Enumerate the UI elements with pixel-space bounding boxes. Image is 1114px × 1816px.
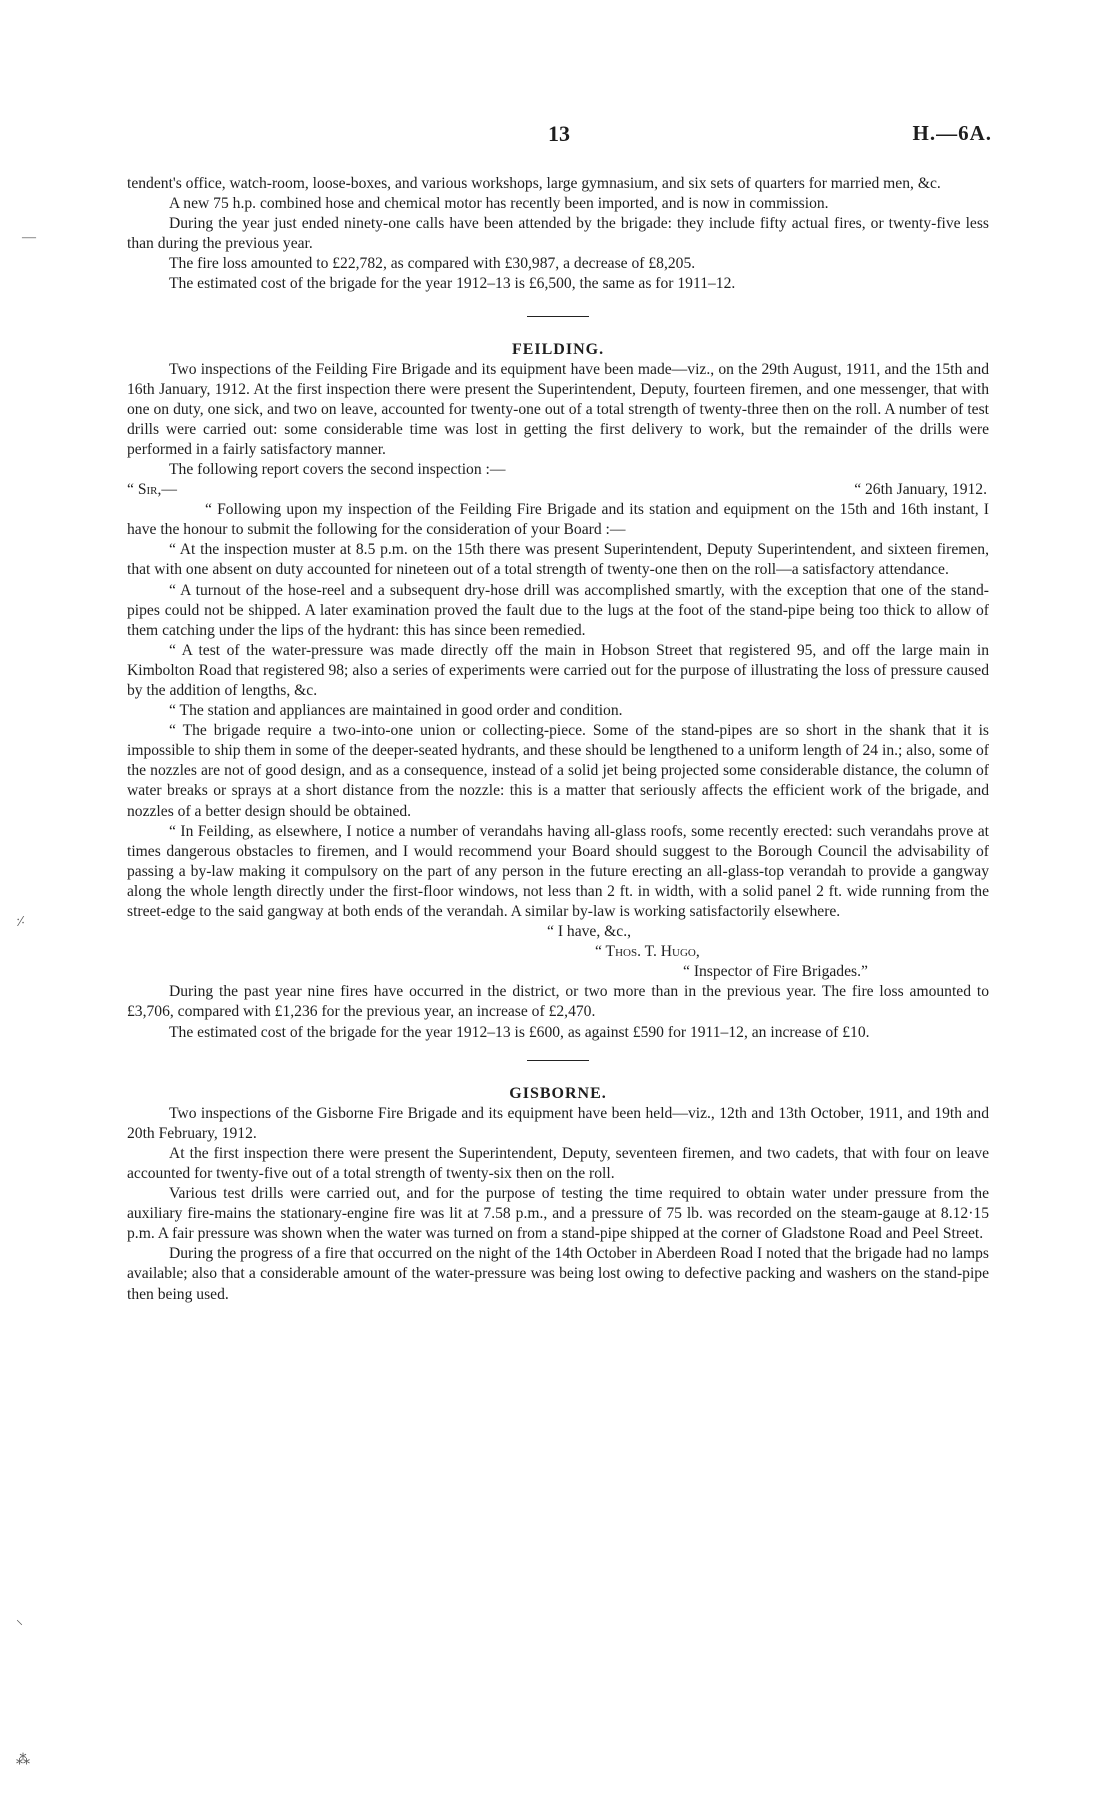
margin-mark: —: [22, 230, 36, 245]
letter-signature: “ Thos. T. Hugo,: [595, 943, 700, 961]
letter-closing: “ I have, &c.,: [547, 923, 631, 941]
paragraph: Various test drills were carried out, and for the purpose of testing the time required to obtain water under pressure from the auxiliary fire-mains the stationary-engine fire was lit at 7.58 p.m., and a pressure of 75 lb. was recorded on the steam-gauge at 8.12·15 p.m. A fair pressure was shown when the water was turned on from a stand-pipe shipped at the corner of Gladstone Road and Peel Street.: [127, 1185, 989, 1243]
feilding-section: [127, 340, 989, 1043]
section-heading-gisborne: GISBORNE.: [509, 1084, 607, 1102]
letter-opening: [127, 480, 989, 500]
letter-paragraph: “ The brigade require a two-into-one union or collecting-piece. Some of the stand-pipes are so short in the shank that it is impossible to ship them in some of the deeper-seated hydrants, and these should be lengthened to a uniform length of 24 in.; also, some of the nozzles are not of good design, and as a consequence, instead of a solid jet being projected some considerable distance, the column of water breaks or sprays at a short distance from the nozzle: this is a matter that seriously affects the efficient work of the brigade, and nozzles of a better design should be obtained.: [127, 722, 989, 820]
margin-mark: ⸓: [16, 915, 26, 930]
paragraph: During the past year nine fires have occurred in the district, or two more than in the previous year. The fire loss amounted to £3,706, compared with £1,236 for the previous year, an increase of £2,470.: [127, 983, 989, 1021]
letter-signatory-title: “ Inspector of Fire Brigades.”: [683, 963, 868, 981]
paragraph: During the progress of a fire that occurred on the night of the 14th October in Aberdeen Road I noted that the brigade had no lamps available; also that a considerable amount of the water-pressure was being lost owing to defective packing and washers on the stand-pipe then being used.: [127, 1245, 989, 1303]
letter-paragraph: “ The station and appliances are maintained in good order and condition.: [169, 702, 623, 720]
paragraph: Two inspections of the Gisborne Fire Brigade and its equipment have been held—viz., 12th and 13th October, 1911, and 19th and 20th February, 1912.: [127, 1104, 989, 1142]
paragraph: The estimated cost of the brigade for the year 1912–13 is £6,500, the same as for 1911–12.: [169, 275, 736, 293]
margin-mark: ⸜: [16, 1613, 23, 1628]
letter-date: “ 26th January, 1912.: [854, 481, 987, 499]
letter-paragraph: “ Following upon my inspection of the Feilding Fire Brigade and its station and equipment on the 15th and 16th instant, I have the honour to submit the following for the consideration of your Board :—: [127, 501, 989, 539]
letter-paragraph: “ A test of the water-pressure was made directly off the main in Hobson Street that registered 95, and off the large main in Kimbolton Road that registered 98; also a series of experiments were carried out for the purpose of illustrating the loss of pressure caused by the addition of lengths, &c.: [127, 641, 989, 699]
section-heading-feilding: FEILDING.: [511, 340, 605, 358]
letter-paragraph: “ In Feilding, as elsewhere, I notice a number of verandahs having all-glass roofs, some recently erected: such verandahs prove at times dangerous obstacles to firemen, and I would recommend your Board should suggest to the Borough Council the advisability of passing a by-law making it compulsory on the part of any person in the future erecting an all-glass-top verandah to provide a gangway along the whole length directly under the first-floor windows, not less than 2 ft. in width, with a solid panel 2 ft. wide running from the street-edge to the said gangway at both ends of the verandah. A similar by-law is working satisfactorily elsewhere.: [127, 822, 989, 920]
gisborne-section: [127, 1084, 989, 1305]
paragraph: At the first inspection there were present the Superintendent, Deputy, seventeen firemen, and two cadets, that with four on leave accounted for twenty-five out of a total strength of twenty-six then on the roll.: [127, 1144, 989, 1182]
margin-mark: ⁂: [16, 1753, 30, 1768]
document-body: [127, 174, 989, 1305]
paragraph: The estimated cost of the brigade for the year 1912–13 is £600, as against £590 for 1911–12, an increase of £10.: [169, 1023, 870, 1041]
paragraph: tendent's office, watch-room, loose-boxes, and various workshops, large gymnasium, and six sets of quarters for married men, &c.: [127, 175, 941, 192]
letter-paragraph: “ A turnout of the hose-reel and a subsequent dry-hose drill was accomplished smartly, with the exception that one of the stand-pipes could not be shipped. A later examination proved the fault due to the lugs at the foot of the stand-pipe being too thick to allow of them catching under the lips of the hydrant: this has since been remedied.: [127, 581, 989, 639]
paragraph: During the year just ended ninety-one calls have been attended by the brigade: they include fifty actual fires, or twenty-five less than during the previous year.: [127, 215, 989, 253]
letter-salutation: “ Sir,—: [127, 481, 177, 499]
paragraph: The fire loss amounted to £22,782, as compared with £30,987, a decrease of £8,205.: [169, 255, 696, 273]
letter-paragraph: “ At the inspection muster at 8.5 p.m. on the 15th there was present Superintendent, Deputy Superintendent, and sixteen firemen, that with one absent on duty accounted for nineteen out of a total strength of twenty-one then on the roll—a satisfactory attendance.: [127, 541, 989, 579]
paragraph: Two inspections of the Feilding Fire Brigade and its equipment have been made—viz., on the 29th August, 1911, and the 15th and 16th January, 1912. At the first inspection there were present the Superintendent, Deputy, fourteen firemen, and one messenger, that with one on duty, one sick, and two on leave, accounted for twenty-one out of a total strength of twenty-three then on the roll. A number of test drills were carried out: some considerable time was lost in getting the first delivery to work, but the remainder of the drills were performed in a fairly satisfactory manner.: [127, 360, 989, 458]
paragraph: A new 75 h.p. combined hose and chemical motor has recently been imported, and is now in commission.: [169, 195, 829, 213]
page-header: [0, 121, 1114, 151]
paragraph: The following report covers the second inspection :—: [169, 461, 506, 479]
document-reference: H.—6A.: [912, 121, 992, 145]
intro-section: [127, 174, 989, 295]
page-number: 13: [548, 121, 570, 146]
